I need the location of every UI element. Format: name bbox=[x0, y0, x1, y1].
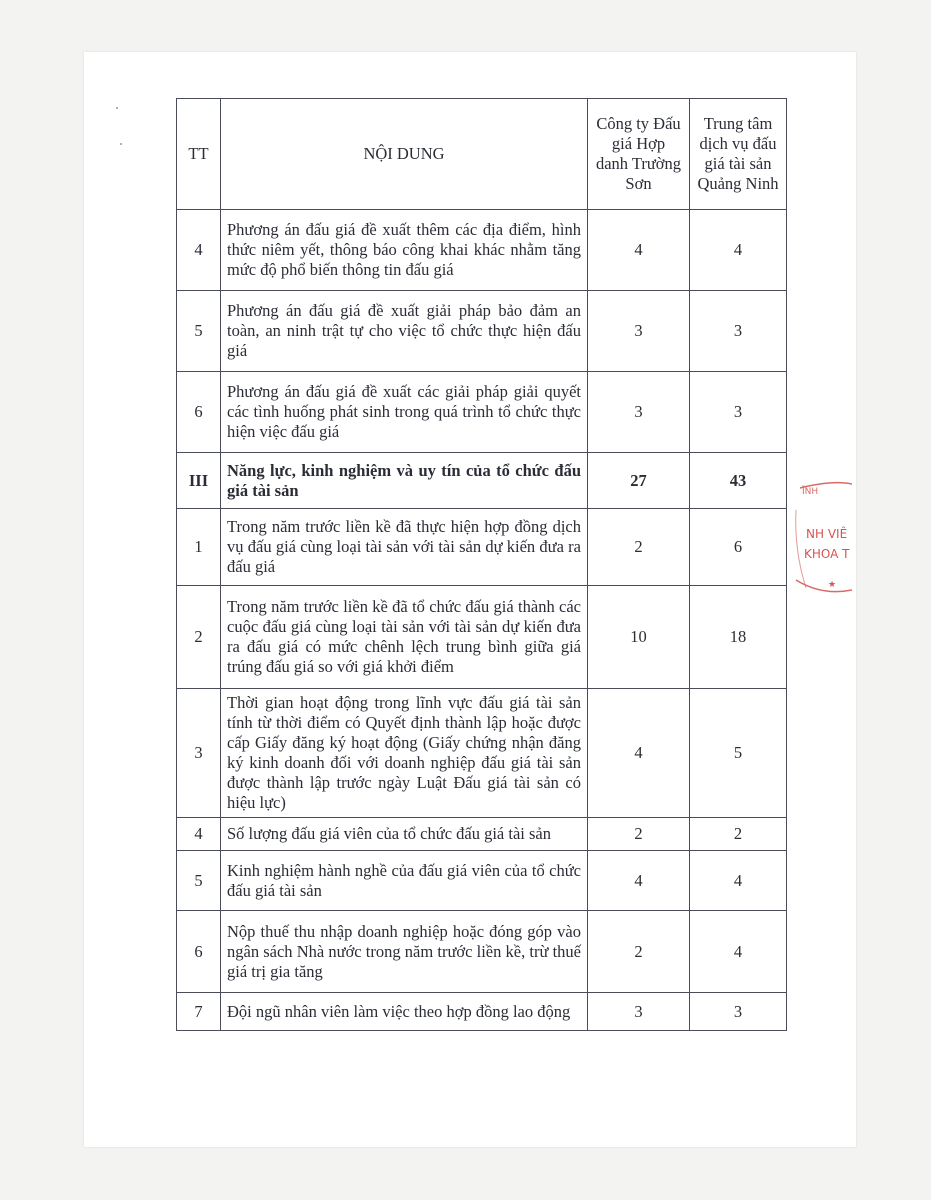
row-tt: 7 bbox=[177, 993, 221, 1031]
row-score-truong-son: 4 bbox=[588, 689, 690, 818]
row-tt: 5 bbox=[177, 851, 221, 911]
row-tt: 1 bbox=[177, 509, 221, 586]
row-tt: 3 bbox=[177, 689, 221, 818]
table-row bbox=[177, 851, 787, 911]
header-content: NỘI DUNG bbox=[221, 99, 588, 210]
scan-speck bbox=[120, 143, 122, 145]
row-score-truong-son: 3 bbox=[588, 993, 690, 1031]
red-seal-stamp bbox=[792, 470, 852, 605]
row-content: Số lượng đấu giá viên của tổ chức đấu giá tài sản bbox=[221, 818, 588, 851]
row-score-quang-ninh: 3 bbox=[690, 291, 787, 372]
svg-text:KHOA T: KHOA T bbox=[804, 547, 850, 561]
row-content: Trong năm trước liền kề đã thực hiện hợp đồng dịch vụ đấu giá cùng loại tài sản với tài sản dự kiến đưa ra đấu giá bbox=[221, 509, 588, 586]
table-row bbox=[177, 210, 787, 291]
row-tt: 6 bbox=[177, 372, 221, 453]
row-content: Phương án đấu giá đề xuất giải pháp bảo đảm an toàn, an ninh trật tự cho việc tổ chức thực hiện đấu giá bbox=[221, 291, 588, 372]
row-score-truong-son: 2 bbox=[588, 818, 690, 851]
row-score-quang-ninh: 43 bbox=[690, 453, 787, 509]
row-score-truong-son: 2 bbox=[588, 509, 690, 586]
row-score-quang-ninh: 5 bbox=[690, 689, 787, 818]
scan-speck bbox=[116, 107, 118, 109]
row-score-truong-son: 3 bbox=[588, 372, 690, 453]
row-content: Năng lực, kinh nghiệm và uy tín của tổ chức đấu giá tài sản bbox=[221, 453, 588, 509]
row-tt: 4 bbox=[177, 210, 221, 291]
row-score-quang-ninh: 6 bbox=[690, 509, 787, 586]
row-content: Phương án đấu giá đề xuất các giải pháp giải quyết các tình huống phát sinh trong quá trình tổ chức thực hiện việc đấu giá bbox=[221, 372, 588, 453]
row-content: Thời gian hoạt động trong lĩnh vực đấu giá tài sản tính từ thời điểm có Quyết định thành lập hoặc được cấp Giấy đăng ký hoạt động (Giấy chứng nhận đăng ký kinh doanh đối với doanh nghiệp đấu giá tài sản được thành lập trước ngày Luật Đấu giá tài sản có hiệu lực) bbox=[221, 689, 588, 818]
row-score-truong-son: 4 bbox=[588, 210, 690, 291]
row-content: Trong năm trước liền kề đã tổ chức đấu giá thành các cuộc đấu giá cùng loại tài sản với tài sản dự kiến đưa ra đấu giá có mức chênh lệch trung bình giữa giá trúng đấu giá so với giá khởi điểm bbox=[221, 586, 588, 689]
row-tt: 5 bbox=[177, 291, 221, 372]
row-score-quang-ninh: 3 bbox=[690, 372, 787, 453]
table-row bbox=[177, 453, 787, 509]
row-content: Đội ngũ nhân viên làm việc theo hợp đồng lao động bbox=[221, 993, 588, 1031]
row-score-truong-son: 27 bbox=[588, 453, 690, 509]
row-score-quang-ninh: 4 bbox=[690, 851, 787, 911]
row-score-quang-ninh: 18 bbox=[690, 586, 787, 689]
row-score-truong-son: 4 bbox=[588, 851, 690, 911]
table-row bbox=[177, 689, 787, 818]
scoring-table bbox=[176, 98, 787, 1031]
row-tt: III bbox=[177, 453, 221, 509]
table-row bbox=[177, 911, 787, 993]
row-score-quang-ninh: 4 bbox=[690, 210, 787, 291]
row-content: Nộp thuế thu nhập doanh nghiệp hoặc đóng góp vào ngân sách Nhà nước trong năm trước liền kề, trừ thuế giá trị gia tăng bbox=[221, 911, 588, 993]
row-tt: 6 bbox=[177, 911, 221, 993]
table-row bbox=[177, 818, 787, 851]
row-content: Kinh nghiệm hành nghề của đấu giá viên của tổ chức đấu giá tài sản bbox=[221, 851, 588, 911]
svg-text:NH VIÊ: NH VIÊ bbox=[806, 527, 848, 541]
row-score-quang-ninh: 2 bbox=[690, 818, 787, 851]
row-score-quang-ninh: 4 bbox=[690, 911, 787, 993]
header-tt: TT bbox=[177, 99, 221, 210]
row-tt: 4 bbox=[177, 818, 221, 851]
table-row bbox=[177, 993, 787, 1031]
table-row bbox=[177, 372, 787, 453]
header-col-truong-son: Công ty Đấu giá Hợp danh Trường Sơn bbox=[588, 99, 690, 210]
row-score-truong-son: 3 bbox=[588, 291, 690, 372]
table-header-row bbox=[177, 99, 787, 210]
header-col-quang-ninh: Trung tâm dịch vụ đấu giá tài sản Quảng Ninh bbox=[690, 99, 787, 210]
row-score-truong-son: 2 bbox=[588, 911, 690, 993]
table-row bbox=[177, 291, 787, 372]
row-score-truong-son: 10 bbox=[588, 586, 690, 689]
table-row bbox=[177, 509, 787, 586]
row-content: Phương án đấu giá đề xuất thêm các địa điểm, hình thức niêm yết, thông báo công khai khác nhằm tăng mức độ phổ biến thông tin đấu giá bbox=[221, 210, 588, 291]
row-score-quang-ninh: 3 bbox=[690, 993, 787, 1031]
table-row bbox=[177, 586, 787, 689]
svg-text:★: ★ bbox=[828, 580, 837, 590]
row-tt: 2 bbox=[177, 586, 221, 689]
svg-text:ĨNH: ĨNH bbox=[802, 487, 819, 497]
